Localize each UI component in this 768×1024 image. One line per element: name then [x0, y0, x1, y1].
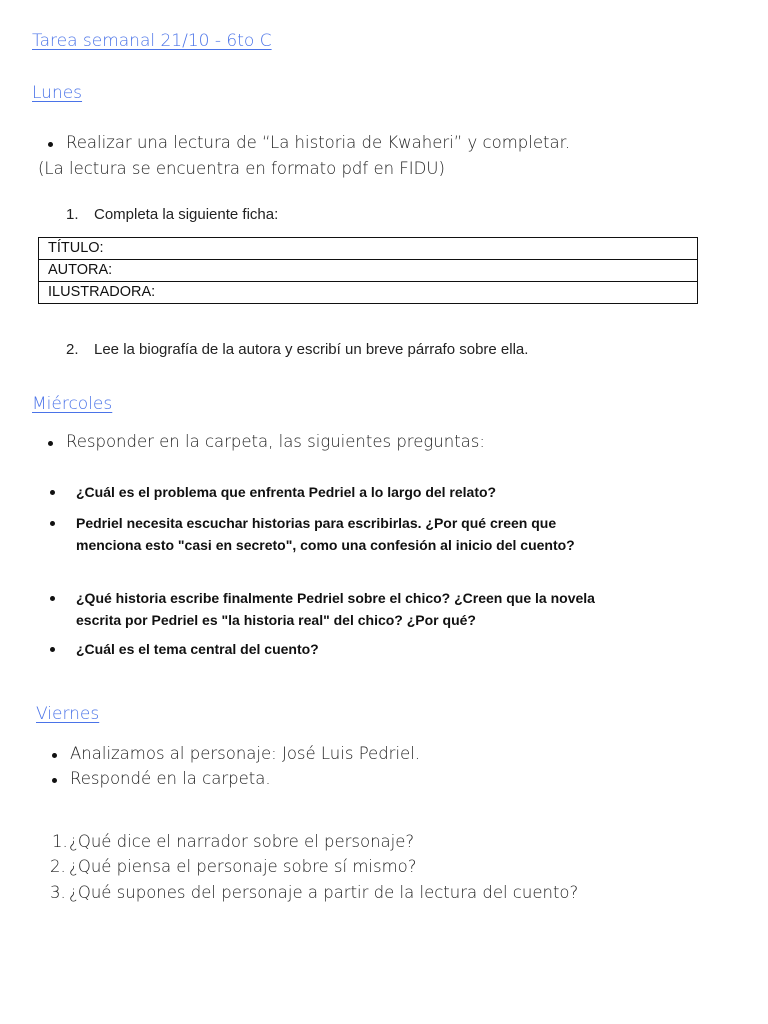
table-row: [39, 260, 698, 282]
lunes-item1: Completa la siguiente ficha:: [94, 206, 279, 223]
lunes-item2: Lee la biografía de la autora y escribí un breve párrafo sobre ella.: [94, 341, 529, 358]
heading-lunes[interactable]: Lunes: [32, 83, 83, 103]
viernes-question: ¿Qué piensa el personaje sobre sí mismo?: [69, 857, 417, 876]
miercoles-bullet: Responder en la carpeta, las siguientes preguntas:: [66, 432, 485, 451]
question-item: ¿Cuál es el tema central del cuento?: [76, 639, 596, 661]
ficha-table: [38, 237, 698, 304]
heading-viernes[interactable]: Viernes: [36, 704, 100, 724]
viernes-num: 2.: [50, 857, 66, 876]
viernes-num: 3.: [50, 883, 66, 902]
lunes-item1-number: 1.: [66, 206, 79, 223]
page-title[interactable]: Tarea semanal 21/10 - 6to C: [32, 31, 272, 51]
viernes-bullet: Analizamos al personaje: José Luis Pedriel.: [70, 744, 421, 763]
heading-miercoles[interactable]: Miércoles: [32, 394, 113, 414]
lunes-bullet: Realizar una lectura de “La historia de Kwaheri” y completar.: [66, 133, 571, 152]
question-item: ¿Cuál es el problema que enfrenta Pedriel a lo largo del relato?: [76, 482, 596, 504]
question-item: ¿Qué historia escribe finalmente Pedriel sobre el chico? ¿Creen que la novela escrita por Pedriel es "la historia real" del chico? ¿Por qué?: [76, 588, 596, 631]
table-row: [39, 238, 698, 260]
viernes-bullet: Respondé en la carpeta.: [70, 769, 271, 788]
ficha-titulo: TÍTULO:: [39, 238, 698, 260]
viernes-question: ¿Qué supones del personaje a partir de la lectura del cuento?: [69, 883, 579, 902]
table-row: [39, 282, 698, 304]
viernes-num: 1.: [52, 832, 68, 851]
ficha-autora: AUTORA:: [39, 260, 698, 282]
viernes-question: ¿Qué dice el narrador sobre el personaje?: [69, 832, 415, 851]
lunes-note: (La lectura se encuentra en formato pdf en FIDU): [38, 159, 445, 178]
question-item: Pedriel necesita escuchar historias para escribirlas. ¿Por qué creen que menciona esto "casi en secreto", como una confesión al inicio del cuento?: [76, 513, 596, 556]
lunes-item2-number: 2.: [66, 341, 79, 358]
ficha-ilustradora: ILUSTRADORA:: [39, 282, 698, 304]
